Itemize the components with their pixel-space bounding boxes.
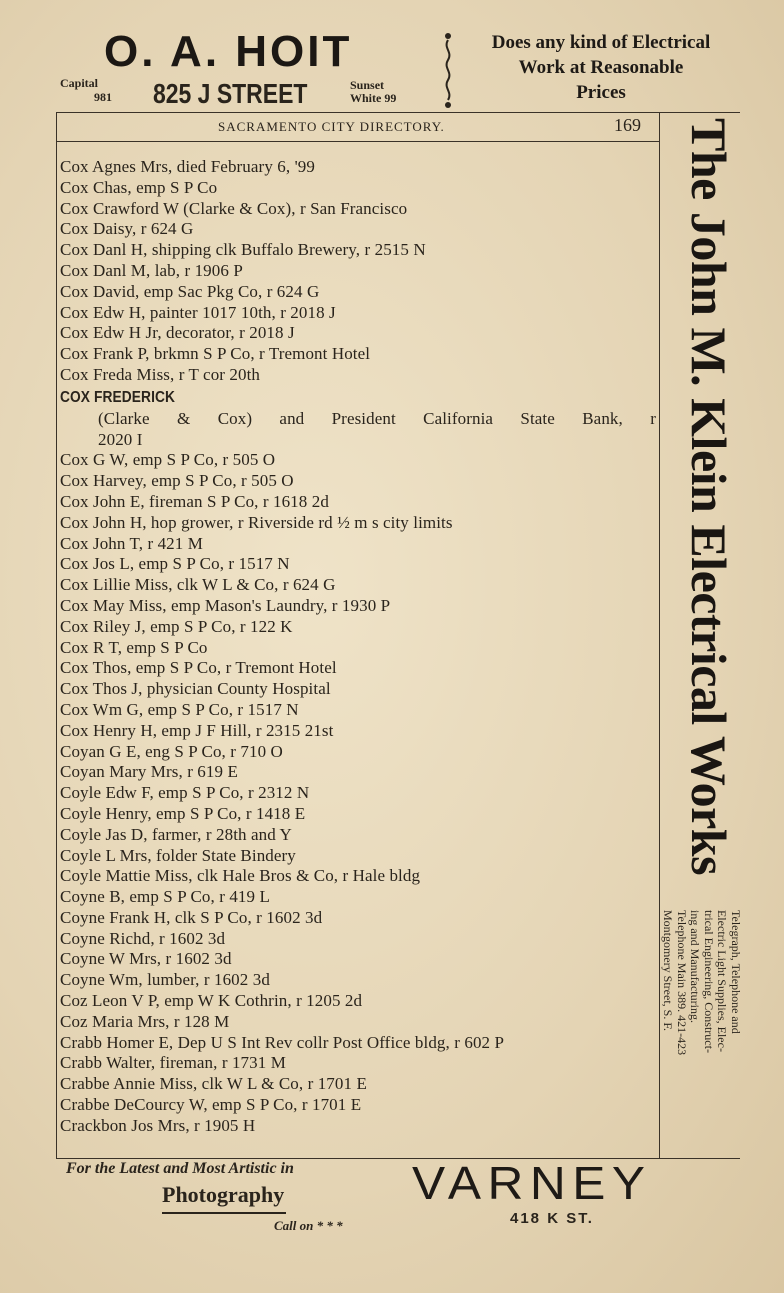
directory-entry: Cox John E, fireman S P Co, r 1618 2d xyxy=(60,491,329,511)
side-ad-title-text: The John M. Klein Electrical Works xyxy=(681,118,737,876)
directory-entry: Cox G W, emp S P Co, r 505 O xyxy=(60,450,276,470)
directory-entry: Cox Thos, emp S P Co, r Tremont Hotel xyxy=(60,658,337,678)
directory-entry: Cox May Miss, emp Mason's Laundry, r 1930 P xyxy=(60,595,391,615)
bold-entry-detail: 2020 I xyxy=(98,429,143,449)
frame-left-rule xyxy=(56,112,57,1158)
directory-entry: Cox Lillie Miss, clk W L & Co, r 624 G xyxy=(60,575,336,595)
photography-ad-heading: For the Latest and Most Artistic in xyxy=(66,1160,294,1177)
side-advertisement-details xyxy=(661,910,743,1150)
directory-entry: Cox Daisy, r 624 G xyxy=(60,219,194,239)
directory-entry: Crackbon Jos Mrs, r 1905 H xyxy=(60,1115,256,1135)
tagline-line: Does any kind of Electrical xyxy=(491,32,711,53)
directory-entry: Cox R T, emp S P Co xyxy=(60,637,208,657)
directory-entry: Coyle Mattie Miss, clk Hale Bros & Co, r Hale bldg xyxy=(60,866,421,886)
page-number: 169 xyxy=(614,115,641,135)
directory-entry: Cox John T, r 421 M xyxy=(60,533,203,553)
directory-entry: Cox Henry H, emp J F Hill, r 2315 21st xyxy=(60,720,334,740)
directory-entry: Cox Agnes Mrs, died February 6, '99 xyxy=(60,157,315,176)
running-title: SACRAMENTO CITY DIRECTORY. xyxy=(218,119,445,134)
directory-entry: Cox Edw H, painter 1017 10th, r 2018 J xyxy=(60,302,336,322)
advertiser-street: 825 J STREET xyxy=(153,78,308,109)
directory-entry: Cox Jos L, emp S P Co, r 1517 N xyxy=(60,554,290,574)
bold-entry-detail: (Clarke & Cox) and President California State Bank, r xyxy=(98,408,656,428)
directory-entry: Cox Frank P, brkmn S P Co, r Tremont Hotel xyxy=(60,344,371,364)
directory-entry: Coyle Henry, emp S P Co, r 1418 E xyxy=(60,803,306,823)
directory-entry: Coyne W Mrs, r 1602 3d xyxy=(60,949,232,969)
directory-entry: Coz Leon V P, emp W K Cothrin, r 1205 2d xyxy=(60,991,363,1011)
directory-entry: Coyan Mary Mrs, r 619 E xyxy=(60,762,238,782)
directory-entry: Cox Freda Miss, r T cor 20th xyxy=(60,364,261,384)
directory-entry: Cox Harvey, emp S P Co, r 505 O xyxy=(60,471,294,491)
advertiser-tagline xyxy=(462,30,740,105)
photography-advertisement xyxy=(60,1158,390,1293)
frame-top-rule xyxy=(56,112,740,113)
directory-entry: Coyne Wm, lumber, r 1602 3d xyxy=(60,970,270,990)
side-ad-line: Electric Light Supplies, Elec- xyxy=(715,910,730,1052)
directory-entry: Coyne Frank H, clk S P Co, r 1602 3d xyxy=(60,907,323,927)
directory-entry: Coyne B, emp S P Co, r 419 L xyxy=(60,887,270,907)
side-ad-line: Montgomery Street, S. F. xyxy=(661,910,676,1032)
side-ad-line: Telegraph, Telephone and xyxy=(729,910,743,1034)
directory-entry: Cox Edw H Jr, decorator, r 2018 J xyxy=(60,323,295,343)
directory-entry: Cox John H, hop grower, r Riverside rd ½ m s city limits xyxy=(60,512,453,532)
side-ad-line: ing and Manufacturing. xyxy=(688,910,703,1023)
tagline-line: Work at Reasonable xyxy=(518,57,684,78)
varney-address: 418 K ST. xyxy=(510,1210,594,1227)
side-advertisement-title xyxy=(678,118,740,908)
directory-entry: Cox Thos J, physician County Hospital xyxy=(60,679,331,699)
directory-entry: Cox Wm G, emp S P Co, r 1517 N xyxy=(60,699,299,719)
ornament-icon xyxy=(440,30,456,110)
sunset-phone-number: White 99 xyxy=(350,91,397,105)
directory-entry: Coz Maria Mrs, r 128 M xyxy=(60,1011,230,1031)
header-rule xyxy=(57,141,659,142)
directory-entry: Crabbe Annie Miss, clk W L & Co, r 1701 E xyxy=(60,1074,367,1094)
photography-word: Photography xyxy=(162,1182,285,1207)
side-ad-line: trical Engineering, Construct- xyxy=(702,910,716,1053)
call-on-text: Call on * * * xyxy=(274,1218,343,1233)
bold-entry-name: COX FREDERICK xyxy=(60,388,176,406)
directory-entry: Crabbe DeCourcy W, emp S P Co, r 1701 E xyxy=(60,1095,362,1115)
directory-entry: Cox Crawford W (Clarke & Cox), r San Francisco xyxy=(60,198,408,218)
side-ad-line: Telephone Main 389. 421-423 xyxy=(675,910,689,1056)
directory-entry: Cox David, emp Sac Pkg Co, r 624 G xyxy=(60,281,320,301)
tagline-line: Prices xyxy=(576,82,626,103)
top-advertisement xyxy=(0,0,784,112)
directory-entry: Coyle Edw F, emp S P Co, r 2312 N xyxy=(60,783,310,803)
sunset-phone-label: Sunset xyxy=(350,78,385,92)
varney-name: VARNEY xyxy=(412,1157,652,1209)
directory-entry: Coyle Jas D, farmer, r 28th and Y xyxy=(60,824,292,844)
directory-entry: Coyan G E, eng S P Co, r 710 O xyxy=(60,741,283,761)
directory-entry: Crabb Walter, fireman, r 1731 M xyxy=(60,1053,286,1073)
column-divider xyxy=(659,112,660,1158)
directory-entry: Crabb Homer E, Dep U S Int Rev collr Post Office bldg, r 602 P xyxy=(60,1032,505,1052)
capital-phone-label: Capital xyxy=(60,76,99,90)
advertiser-name: O. A. HOIT xyxy=(104,27,353,76)
directory-entries xyxy=(60,156,656,1136)
photography-underline xyxy=(162,1212,286,1214)
directory-entry: Coyne Richd, r 1602 3d xyxy=(60,928,226,948)
directory-entry: Coyle L Mrs, folder State Bindery xyxy=(60,845,296,865)
directory-entry: Cox Danl M, lab, r 1906 P xyxy=(60,260,243,280)
directory-entry: Cox Chas, emp S P Co xyxy=(60,177,218,197)
directory-entry: Cox Riley J, emp S P Co, r 122 K xyxy=(60,616,293,636)
varney-advertisement xyxy=(412,1158,742,1258)
capital-phone-number: 981 xyxy=(94,90,112,104)
directory-entry: Cox Danl H, shipping clk Buffalo Brewery, r 2515 N xyxy=(60,240,426,260)
